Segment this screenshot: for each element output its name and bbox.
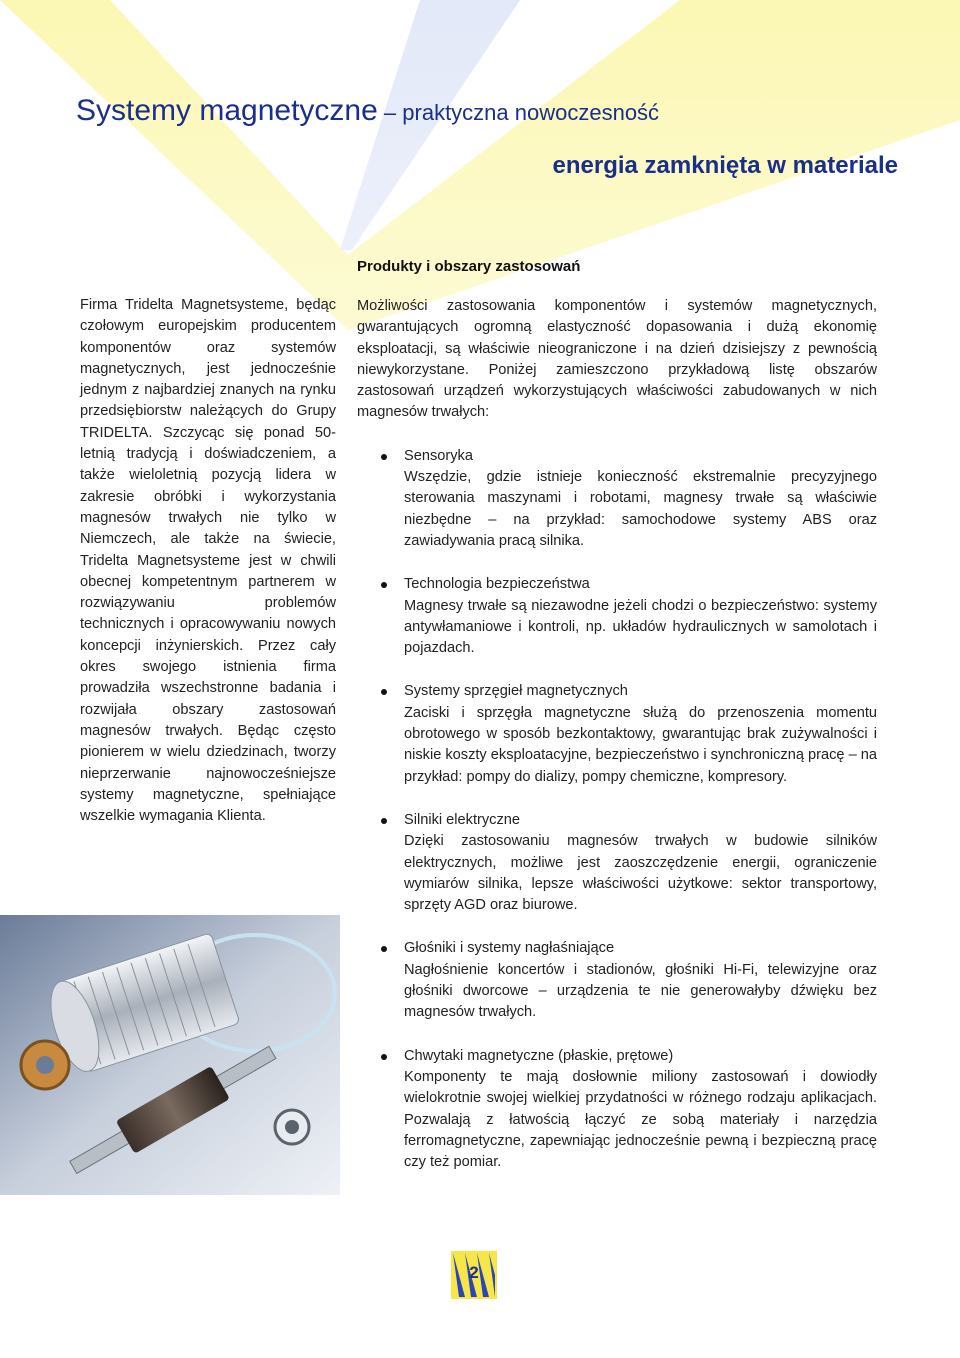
applications-intro: Możliwości zastosowania komponentów i systemów magnetycznych, gwarantujących ogromną elastyczność dopasowania i dużą ekonomię eksploatacji, są właściwie nieograniczone i na dzień dzisiejszy z pewnością niewykorzystane. Poniżej zamieszczono przykładową listę obszarów zastosowań urządzeń wykorzystujących właściwości zabudowanych w nich magnesów trwałych: <box>357 298 877 421</box>
yellow-ray-left <box>0 0 348 330</box>
item-title: Chwytaki magnetyczne (płaskie, prętowe) <box>404 1047 674 1064</box>
title-main: Systemy magnetyczne <box>76 94 378 127</box>
item-title: Systemy sprzęgieł magnetycznych <box>404 683 628 700</box>
list-item <box>357 446 877 552</box>
bullet-icon <box>381 818 387 824</box>
tridelta-logo <box>451 1251 497 1299</box>
item-description: Magnesy trwałe są niezawodne jeżeli chodzi o bezpieczeństwo: systemy antywłamaniowe i kontroli, np. układów hydraulicznych w samolotach i pojazdach. <box>404 597 877 657</box>
bullet-icon <box>381 454 387 460</box>
page-title <box>76 94 659 128</box>
item-description: Dzięki zastosowaniu magnesów trwałych w budowie silników elektrycznych, możliwe jest zaoszczędzenie energii, ograniczenie wymiarów silnika, lepsze właściwości użytkowe: sektor transportowy, sprzęty AGD oraz biurowe. <box>404 833 877 914</box>
item-description: Komponenty te mają dosłownie miliony zastosowań i dowiodły wielokrotnie swojej wielkiej przydatności w różnego rodzaju aplikacjach. Pozwalają z łatwością łączyć ze sobą materiały i narzędzia ferromagnetyczne, zapewniając jednocześnie pewną i bezpieczną pracę czy też pomiar. <box>404 1068 877 1171</box>
title-dash: – <box>377 100 403 125</box>
list-item <box>357 681 877 787</box>
item-title: Technologia bezpieczeństwa <box>404 576 590 593</box>
item-description: Nagłośnienie koncertów i stadionów, głośniki Hi-Fi, telewizyjne oraz głośniki dworcowe – urządzenia te nie generowałyby dźwięku bez magnesów trwałych. <box>404 961 877 1021</box>
item-title: Głośniki i systemy nagłaśniające <box>404 940 615 957</box>
applications-list <box>357 446 877 1174</box>
list-item <box>357 1046 877 1174</box>
tagline: energia zamknięta w materiale <box>552 152 898 179</box>
company-description: Firma Tridelta Magnetsysteme, będąc czołowym europejskim producentem komponentów oraz systemów magnetycznych, jest jednocześnie jednym z najbardziej znanych na rynku przedsiębiorstw należących do Grupy TRIDELTA. Szczycąc się ponad 50-letnią tradycją i doświadczeniem, a także wieloletnią pozycją lidera w zakresie obróbki i wykorzystania magnesów trwałych nie tylko w Niemczech, ale także na świecie, Tridelta Magnetsysteme jest w chwili obecnej kompetentnym partnerem w rozwiązywaniu problemów technicznych i opracowywaniu nowych koncepcji inżynierskich. Przez cały okres swojego istnienia firma prowadziła wszechstronne badania i rozwijała obszary zastosowań magnesów trwałych. Będąc często pionierem w wielu dziedzinach, tworzy nieprzerwanie najnowocześniejsze systemy magnetyczne, spełniające wszelkie wymagania Klienta. <box>80 297 336 825</box>
list-item <box>357 938 877 1023</box>
item-title: Silniki elektryczne <box>404 811 520 828</box>
section-heading: Produkty i obszary zastosowań <box>357 258 581 275</box>
bullet-icon <box>381 1054 387 1060</box>
title-subtitle: praktyczna nowoczesność <box>402 100 660 125</box>
bullet-icon <box>381 946 387 952</box>
applications-column <box>357 296 877 1195</box>
bullet-icon <box>381 582 387 588</box>
page-number: 2 <box>469 1263 479 1282</box>
item-description: Wszędzie, gdzie istnieje konieczność ekstremalnie precyzyjnego sterowania maszynami i robotami, magnesy trwałe są właściwie niezbędne – na przykład: samochodowe systemy ABS oraz zawiadywania pracą silnika. <box>404 469 877 549</box>
list-item <box>357 810 877 916</box>
item-description: Zaciski i sprzęgła magnetyczne służą do przenoszenia momentu obrotowego w sposób bezkontaktowy, gwarantując brak zużywalności i niskie koszty eksploatacyjne, bezpieczeństwo i synchroniczną pracę – na przykład: pompy do dializy, pompy chemiczne, kompresory. <box>404 704 877 785</box>
bullet-icon <box>381 689 387 695</box>
item-title: Sensoryka <box>404 447 473 464</box>
list-item <box>357 574 877 659</box>
product-photo <box>0 915 340 1195</box>
